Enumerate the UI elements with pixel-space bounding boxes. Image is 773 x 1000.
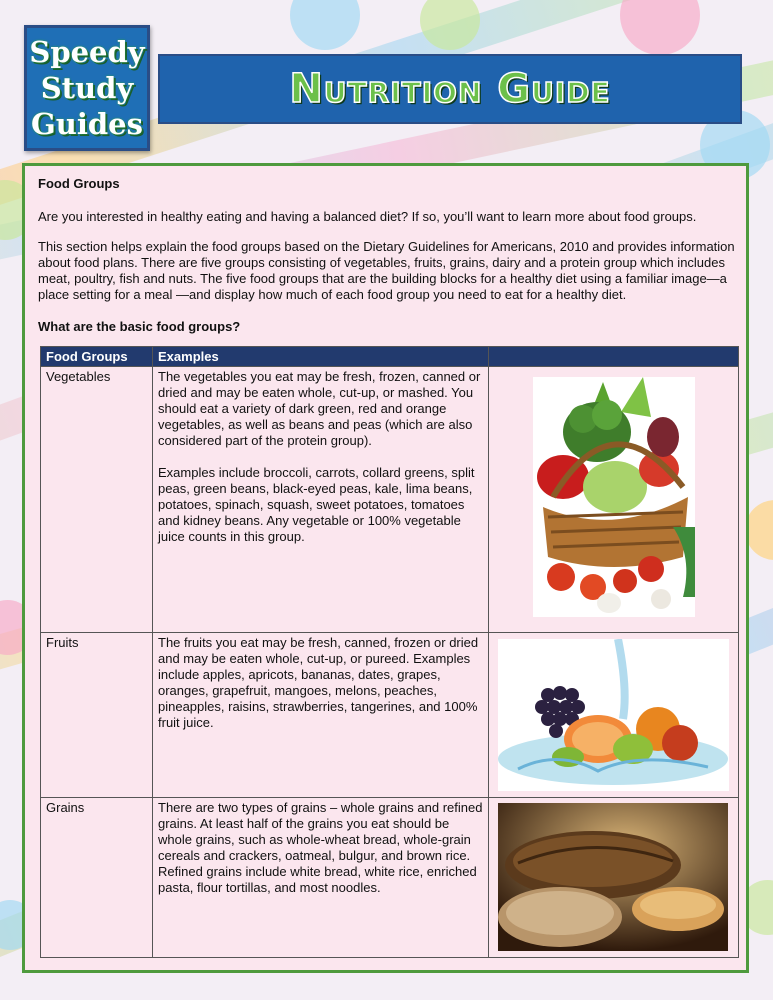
question-heading: What are the basic food groups? bbox=[38, 319, 241, 334]
content-panel bbox=[22, 163, 749, 973]
table-row bbox=[41, 633, 739, 798]
description-text: There are two types of grains – whole grains and refined grains. At least half of the grains you eat should be whole grains, such as whole-wheat bread, whole-grain cereals and crackers, oatmeal, bulgur, and brown rice. Refined grains include white bread, white rice, enriched pasta, flour tortillas, and most noodles. bbox=[158, 800, 483, 895]
header-examples: Examples bbox=[153, 347, 489, 367]
body-paragraph: This section helps explain the food groups based on the Dietary Guidelines for Americans, 2010 and provides information about food plans. There are five groups consisting of vegetables, fruits, grains, dairy and a protein group which includes meat, poultry, fish and nuts. The five food groups that are the building blocks for a healthy diet using a familiar image—a place setting for a meal —and display how much of each food group you need to eat for a healthy diet. bbox=[38, 239, 735, 302]
table-row bbox=[41, 798, 739, 958]
fruit-splash-image bbox=[498, 639, 729, 791]
description-text: The vegetables you eat may be fresh, frozen, canned or dried and may be eaten whole, cut-up, or mashed. You should eat a variety of dark green, red and orange vegetables, as well as beans and peas (which are also considered part of the protein group). bbox=[158, 369, 481, 448]
bread-loaves-image bbox=[498, 803, 728, 951]
group-name: Fruits bbox=[41, 633, 153, 798]
header-image bbox=[489, 347, 739, 367]
description-text: Examples include broccoli, carrots, collard greens, split peas, green beans, black-eyed peas, kale, lima beans, potatoes, spinach, squash, sweet potatoes, tomatoes and kidney beans. Any vegetable or 100% vegetable juice counts in this group. bbox=[158, 465, 475, 544]
header-food-groups: Food Groups bbox=[41, 347, 153, 367]
table-header-row bbox=[41, 347, 739, 367]
image-cell bbox=[489, 367, 739, 633]
group-description bbox=[153, 798, 489, 958]
logo-line-2: Study bbox=[40, 71, 134, 105]
logo-line-1: Speedy bbox=[29, 35, 145, 69]
intro-section bbox=[38, 176, 738, 352]
food-groups-table bbox=[40, 346, 739, 958]
group-description bbox=[153, 367, 489, 633]
group-name: Grains bbox=[41, 798, 153, 958]
page-title: Nutrition Guide bbox=[289, 66, 611, 112]
description-text: The fruits you eat may be fresh, canned, frozen or dried and may be eaten whole, cut-up, or pureed. Examples include apples, apricots, bananas, dates, grapes, oranges, grapefruit, mangoes, melons, peaches, pineapples, raisins, strawberries, tangerines, and 100% fruit juice. bbox=[158, 635, 479, 730]
group-name: Vegetables bbox=[41, 367, 153, 633]
group-description bbox=[153, 633, 489, 798]
intro-paragraph: Are you interested in healthy eating and having a balanced diet? If so, you’ll want to learn more about food groups. bbox=[38, 209, 697, 224]
speedy-study-guides-logo bbox=[24, 25, 150, 151]
image-cell bbox=[489, 633, 739, 798]
image-cell bbox=[489, 798, 739, 958]
logo-line-3: Guides bbox=[31, 107, 143, 141]
vegetable-basket-image bbox=[533, 377, 695, 617]
section-heading: Food Groups bbox=[38, 176, 120, 191]
title-banner bbox=[158, 54, 742, 124]
table-row bbox=[41, 367, 739, 633]
